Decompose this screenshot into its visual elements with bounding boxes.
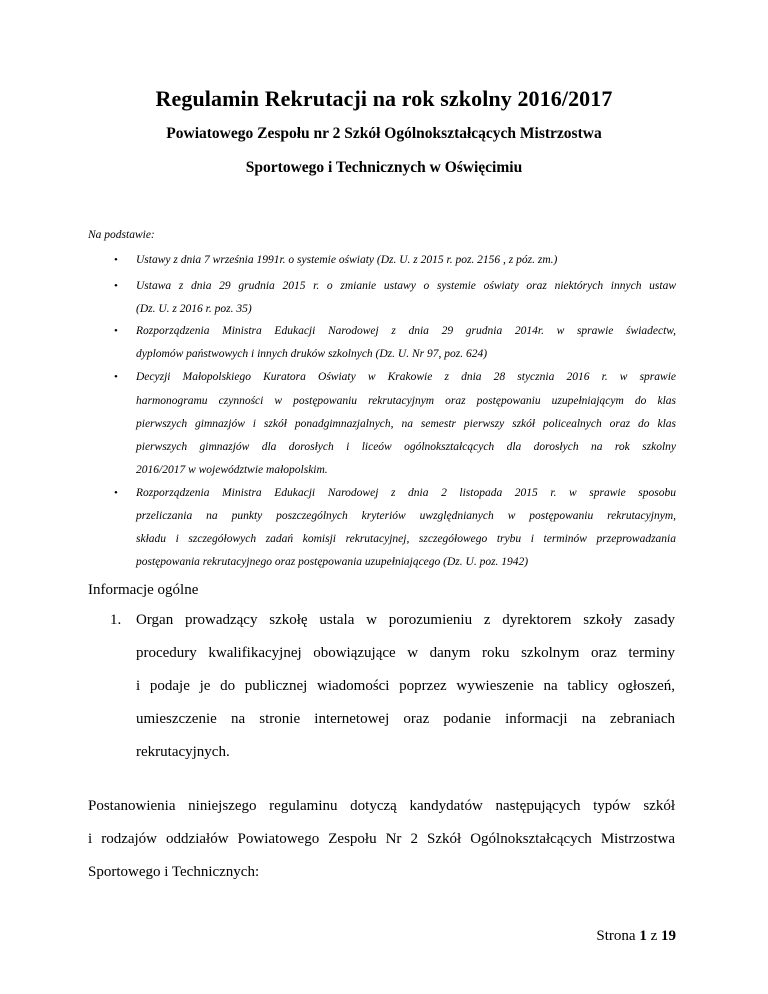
footer-prefix: Strona bbox=[596, 928, 636, 944]
subtitle-line-1: Powiatowego Zespołu nr 2 Szkół Ogólnokształcących Mistrzostwa bbox=[166, 125, 602, 142]
paragraph-line-1: Postanowienia niniejszego regulaminu dotyczą kandydatów następujących typów szkół bbox=[88, 798, 675, 814]
list-number: 1. bbox=[110, 612, 122, 628]
bullet: • bbox=[114, 371, 118, 383]
paragraph-line-2: i rodzajów oddziałów Powiatowego Zespołu Nr 2 Szkół Ogólnokształcących Mistrzostwa bbox=[88, 831, 675, 847]
numbered-item-line-5: rekrutacyjnych. bbox=[136, 744, 230, 760]
basis-label: Na podstawie: bbox=[88, 229, 155, 241]
basis-item-5-line-4: postępowania rekrutacyjnego oraz postępowania uzupełniającego (Dz. U. poz. 1942) bbox=[136, 556, 529, 568]
bullet: • bbox=[114, 325, 118, 337]
page-title: Regulamin Rekrutacji na rok szkolny 2016/2017 bbox=[155, 86, 613, 111]
page-footer bbox=[596, 928, 676, 945]
basis-item-3-line-1: Rozporządzenia Ministra Edukacji Narodowej z dnia 29 grudnia 2014r. w sprawie świadectw, bbox=[136, 325, 676, 337]
basis-item-1-line-1: Ustawy z dnia 7 września 1991r. o systemie oświaty (Dz. U. z 2015 r. poz. 2156 , z póz. zm.) bbox=[136, 254, 558, 266]
subtitle-line-2: Sportowego i Technicznych w Oświęcimiu bbox=[245, 159, 523, 176]
section-heading: Informacje ogólne bbox=[88, 582, 199, 598]
basis-item-4-line-2: harmonogramu czynności w postępowaniu rekrutacyjnym oraz postępowaniu uzupełniającym do klas bbox=[136, 395, 676, 407]
footer-separator: z bbox=[650, 928, 658, 944]
footer-page-number: 1 bbox=[639, 928, 647, 944]
paragraph-line-3: Sportowego i Technicznych: bbox=[88, 864, 260, 880]
basis-item-4-line-1: Decyzji Małopolskiego Kuratora Oświaty w Krakowie z dnia 28 stycznia 2016 r. w sprawie bbox=[136, 371, 676, 383]
numbered-item-line-3: i podaje je do publicznej wiadomości poprzez wywieszenie na tablicy ogłoszeń, bbox=[136, 678, 675, 694]
basis-item-3-line-2: dyplomów państwowych i innych druków szkolnych (Dz. U. Nr 97, poz. 624) bbox=[136, 348, 488, 360]
basis-item-2-line-1: Ustawa z dnia 29 grudnia 2015 r. o zmianie ustawy o systemie oświaty oraz niektórych innych ustaw bbox=[136, 280, 676, 292]
numbered-item-line-4: umieszczenie na stronie internetowej oraz podanie informacji na zebraniach bbox=[136, 711, 675, 727]
basis-item-5-line-2: przeliczania na punkty poszczególnych kryteriów uwzględnianych w postępowaniu rekrutacyjnym, bbox=[136, 510, 676, 522]
numbered-item-line-2: procedury kwalifikacyjnej obowiązujące w danym roku szkolnym oraz terminy bbox=[136, 645, 675, 661]
bullet: • bbox=[114, 254, 118, 266]
bullet: • bbox=[114, 280, 118, 292]
numbered-item-line-1: Organ prowadzący szkołę ustala w porozumieniu z dyrektorem szkoły zasady bbox=[136, 612, 675, 628]
bullet: • bbox=[114, 487, 118, 499]
basis-item-5-line-3: składu i szczegółowych zadań komisji rekrutacyjnej, szczegółowego trybu i terminów przeprowadzania bbox=[136, 533, 676, 545]
basis-item-2-line-2: (Dz. U. z 2016 r. poz. 35) bbox=[136, 303, 252, 315]
basis-item-4-line-3: pierwszych gimnazjów i szkół ponadgimnazjalnych, na semestr pierwszy szkół policealnych oraz do klas bbox=[136, 418, 676, 430]
basis-item-4-line-4: pierwszych gimnazjów dla dorosłych i liceów ogólnokształcących dla dorosłych na rok szkolny bbox=[136, 441, 676, 453]
basis-item-4-line-5: 2016/2017 w województwie małopolskim. bbox=[136, 464, 328, 476]
footer-total-pages: 19 bbox=[661, 928, 676, 944]
basis-item-5-line-1: Rozporządzenia Ministra Edukacji Narodowej z dnia 2 listopada 2015 r. w sprawie sposobu bbox=[136, 487, 676, 499]
